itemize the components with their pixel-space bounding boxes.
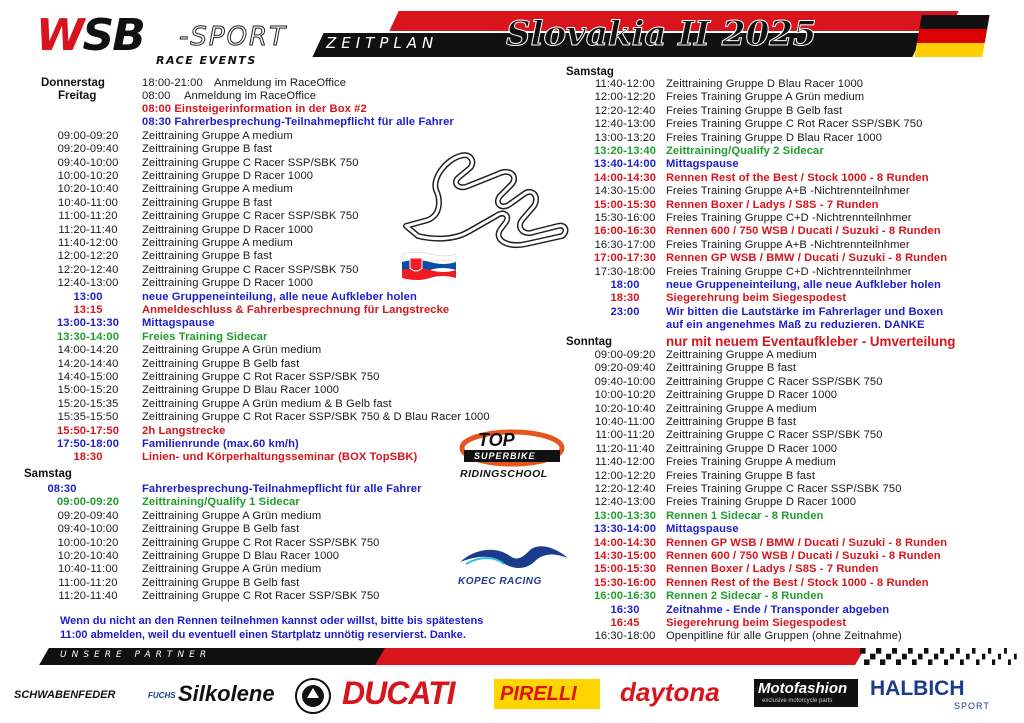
checker-square bbox=[982, 654, 985, 660]
sunday-time: 11:40-12:00 bbox=[595, 456, 655, 469]
saturday-right-activity: Rennen Boxer / Ladys / S8S - 7 Runden bbox=[666, 198, 879, 211]
sunday-activity: Rennen Rest of the Best / Stock 1000 - 8 Runden bbox=[666, 576, 929, 589]
saturday-right-time: 23:00 bbox=[610, 305, 640, 318]
flag-stripe-red bbox=[917, 29, 987, 43]
sunday-time: 15:30-16:00 bbox=[593, 576, 657, 589]
saturday-right-time: 13:00-13:20 bbox=[594, 131, 656, 144]
friday-activity: Zeittraining Gruppe C Rot Racer SSP/SBK 750 & D Blau Racer 1000 bbox=[142, 411, 490, 424]
day-friday: Freitag bbox=[58, 90, 97, 102]
saturday-right-row bbox=[578, 252, 1024, 266]
saturday-left-time: 08:30 bbox=[47, 483, 77, 495]
saturday-right-row bbox=[578, 145, 1024, 159]
friday-activity: Zeittraining Gruppe D Racer 1000 bbox=[142, 170, 314, 182]
sunday-activity: Zeittraining Gruppe D Racer 1000 bbox=[666, 389, 838, 402]
sunday-time: 12:20-12:40 bbox=[594, 483, 656, 495]
sunday-row bbox=[578, 630, 1024, 644]
friday-time: 18:30 bbox=[73, 451, 103, 464]
friday-row bbox=[40, 425, 500, 439]
saturday-right-activity: Siegerehrung beim Siegespodest bbox=[666, 292, 847, 305]
sponsor-motofashion: Motofashion bbox=[758, 680, 848, 697]
friday-row bbox=[40, 398, 500, 412]
friday-row bbox=[40, 344, 500, 358]
checker-square bbox=[950, 654, 954, 660]
sunday-row bbox=[578, 362, 1024, 376]
sunday-time: 16:30-18:00 bbox=[594, 630, 656, 643]
friday-time: 08:00 bbox=[142, 90, 171, 102]
friday-row bbox=[40, 130, 500, 144]
saturday-right-row bbox=[578, 91, 1024, 105]
checker-square bbox=[928, 659, 932, 665]
sunday-activity: Freies Training Gruppe D Racer 1000 bbox=[666, 496, 857, 509]
saturday-left-time: 11:20-11:40 bbox=[58, 590, 118, 603]
saturday-left-time: 10:20-10:40 bbox=[57, 550, 119, 562]
friday-time: 09:40-10:00 bbox=[57, 156, 119, 169]
friday-activity: Zeittraining Gruppe C Racer SSP/SBK 750 bbox=[142, 156, 359, 169]
saturday-right-activity: Freies Training Gruppe A+B -Nichtrennteilnhmer bbox=[666, 238, 910, 251]
saturday-right-activity: Rennen GP WSB / BMW / Ducati / Suzuki - 8 Runden bbox=[666, 252, 948, 265]
friday-row bbox=[142, 116, 602, 130]
kopec-racing-logo bbox=[456, 542, 572, 592]
sunday-time: 13:00-13:30 bbox=[593, 509, 657, 522]
sunday-activity: Siegerehrung beim Siegespodest bbox=[666, 617, 847, 629]
saturday-right-time: 14:00-14:30 bbox=[593, 171, 657, 184]
motofashion-sub: exclusive motorcycle parts bbox=[762, 698, 833, 704]
saturday-right-row bbox=[578, 239, 1024, 253]
sunday-activity: Rennen GP WSB / BMW / Ducati / Suzuki - 8 Runden bbox=[666, 536, 948, 549]
sunday-time: 15:00-15:30 bbox=[593, 563, 657, 576]
checker-square bbox=[886, 654, 891, 660]
day-sunday: Sonntag bbox=[566, 336, 612, 348]
logo-race-events: RACE EVENTS bbox=[156, 54, 257, 67]
checker-square bbox=[860, 648, 866, 654]
saturday-right-time: 14:30-15:00 bbox=[594, 185, 656, 198]
friday-time: 14:40-15:00 bbox=[57, 371, 119, 383]
sunday-row bbox=[578, 456, 1024, 470]
wsb-logo bbox=[36, 10, 306, 70]
saturday-left-time: 10:40-11:00 bbox=[58, 563, 118, 576]
friday-activity: 2h Langstrecke bbox=[142, 424, 226, 437]
friday-activity: Zeittraining Gruppe D Blau Racer 1000 bbox=[142, 384, 340, 397]
saturday-right-activity: Wir bitten die Lautstärke im Fahrerlager und Boxen bbox=[666, 305, 944, 318]
friday-row bbox=[40, 451, 500, 465]
friday-time: 15:20-15:35 bbox=[57, 397, 119, 410]
checker-square bbox=[924, 648, 928, 654]
friday-activity: neue Gruppeneinteilung, alle neue Aufkleber holen bbox=[142, 290, 417, 303]
sunday-activity: Freies Training Gruppe A medium bbox=[666, 456, 836, 469]
saturday-right-row bbox=[578, 319, 1024, 333]
sunday-activity: Openpitline für alle Gruppen (ohne Zeitnahme) bbox=[666, 630, 902, 643]
friday-row bbox=[40, 291, 500, 305]
kopec-swoosh-icon bbox=[456, 542, 572, 574]
saturday-left-row bbox=[40, 577, 500, 591]
friday-time: 14:20-14:40 bbox=[57, 357, 119, 370]
checker-square bbox=[918, 654, 923, 660]
friday-activity: 08:30 Fahrerbesprechung-Teilnahmepflicht für alle Fahrer bbox=[142, 116, 454, 129]
saturday-left-time: 09:20-09:40 bbox=[57, 509, 119, 522]
saturday-left-activity: Zeittraining Gruppe C Rot Racer SSP/SBK 750 bbox=[142, 536, 380, 549]
sunday-activity: Mittagspause bbox=[666, 523, 739, 536]
checker-square bbox=[902, 654, 907, 660]
friday-activity: Zeittraining Gruppe B fast bbox=[142, 196, 273, 209]
checker-square bbox=[870, 654, 875, 660]
friday-row bbox=[40, 358, 500, 372]
sponsor-daytona: daytona bbox=[620, 677, 720, 707]
friday-time: 09:00-09:20 bbox=[57, 129, 119, 142]
saturday-right-activity: Freies Training Gruppe C Rot Racer SSP/SBK 750 bbox=[666, 118, 923, 131]
saturday-right-time: 16:00-16:30 bbox=[593, 225, 657, 238]
sponsor-row bbox=[10, 675, 1014, 717]
saturday-right-time: 18:30 bbox=[610, 292, 640, 305]
friday-activity: Zeittraining Gruppe C Racer SSP/SBK 750 bbox=[142, 210, 359, 223]
checker-square bbox=[908, 648, 913, 654]
saturday-left-row bbox=[40, 483, 500, 497]
saturday-right-time: 12:00-12:20 bbox=[594, 91, 656, 104]
saturday-right-time: 17:00-17:30 bbox=[593, 252, 657, 265]
checker-square bbox=[940, 648, 944, 654]
sunday-row bbox=[578, 349, 1024, 363]
checker-square bbox=[892, 648, 897, 654]
sunday-activity: Freies Training Gruppe C Racer SSP/SBK 750 bbox=[666, 483, 902, 495]
sunday-time: 14:30-15:00 bbox=[593, 550, 657, 562]
saturday-right-activity: Freies Training Gruppe B Gelb fast bbox=[666, 104, 843, 117]
saturday-right-time: 15:30-16:00 bbox=[594, 212, 656, 224]
saturday-left-activity: Zeittraining Gruppe D Blau Racer 1000 bbox=[142, 550, 340, 562]
saturday-right-time: 15:00-15:30 bbox=[593, 198, 657, 211]
checker-square bbox=[944, 659, 948, 665]
checker-square bbox=[934, 654, 938, 660]
checker-square bbox=[1014, 654, 1017, 660]
zeitplan-label: ZEITPLAN bbox=[326, 34, 439, 52]
saturday-right-activity: Zeittraining/Qualify 2 Sidecar bbox=[666, 145, 824, 157]
saturday-left-activity: Zeittraining Gruppe A Grün medium bbox=[142, 509, 322, 522]
saturday-left-row bbox=[40, 510, 500, 524]
sunday-time: 16:00-16:30 bbox=[593, 590, 657, 603]
sunday-row bbox=[578, 537, 1024, 551]
friday-activity: Zeittraining Gruppe C Racer SSP/SBK 750 bbox=[142, 263, 359, 276]
thursday-text: Anmeldung im RaceOffice bbox=[214, 77, 347, 89]
sunday-row bbox=[578, 510, 1024, 524]
thursday-time: 18:00-21:00 bbox=[142, 77, 203, 89]
saturday-right-activity: auf ein angenehmes Maß zu reduzieren. DANKE bbox=[666, 319, 925, 332]
sunday-row bbox=[578, 496, 1024, 510]
friday-activity: Zeittraining Gruppe B fast bbox=[142, 250, 273, 263]
saturday-left-time: 09:40-10:00 bbox=[57, 523, 119, 536]
checker-square bbox=[864, 659, 870, 665]
saturday-left-activity: Zeittraining/Qualify 1 Sidecar bbox=[142, 496, 300, 509]
saturday-left-activity: Zeittraining Gruppe C Rot Racer SSP/SBK 750 bbox=[142, 590, 380, 603]
friday-time: 11:20-11:40 bbox=[58, 223, 118, 236]
friday-row bbox=[40, 317, 500, 331]
saturday-right-row bbox=[578, 292, 1024, 306]
sunday-activity: Zeittraining Gruppe B fast bbox=[666, 362, 797, 375]
checker-square bbox=[960, 659, 964, 665]
friday-time: 09:20-09:40 bbox=[57, 143, 119, 156]
sunday-activity: Zeittraining Gruppe A medium bbox=[666, 402, 817, 415]
friday-time: 10:00-10:20 bbox=[57, 170, 119, 182]
saturday-left-activity: Zeittraining Gruppe B Gelb fast bbox=[142, 576, 300, 589]
sunday-time: 10:40-11:00 bbox=[595, 416, 655, 428]
sponsor-schwabenfeder: SCHWABENFEDER bbox=[14, 689, 116, 701]
sunday-time: 16:45 bbox=[610, 617, 640, 629]
sunday-row bbox=[578, 523, 1024, 537]
kopec-label: KOPEC RACING bbox=[458, 576, 542, 587]
day-thursday: Donnerstag bbox=[41, 77, 105, 89]
checker-square bbox=[992, 659, 995, 665]
sunday-activity: Rennen 2 Sidecar - 8 Runden bbox=[666, 590, 824, 603]
saturday-left-row bbox=[40, 496, 500, 510]
friday-time: 15:50-17:50 bbox=[56, 424, 120, 437]
saturday-right-time: 11:40-12:00 bbox=[595, 78, 655, 90]
sunday-row bbox=[578, 590, 1024, 604]
club-emblem-icon bbox=[294, 677, 332, 715]
friday-row bbox=[40, 384, 500, 398]
sponsor-silkolene: Silkolene bbox=[178, 681, 275, 706]
friday-activity: Zeittraining Gruppe D Racer 1000 bbox=[142, 277, 314, 290]
friday-text: Anmeldung im RaceOffice bbox=[184, 90, 317, 102]
withdrawal-notice-line-2: 11:00 abmelden, weil du eventuell einen Startplatz unnötig reservierst. Danke. bbox=[60, 629, 466, 641]
friday-activity: Zeittraining Gruppe B Gelb fast bbox=[142, 357, 300, 370]
friday-activity: Zeittraining Gruppe D Racer 1000 bbox=[142, 223, 314, 236]
saturday-right-row bbox=[578, 185, 1024, 199]
saturday-right-row bbox=[578, 225, 1024, 239]
friday-time: 17:50-18:00 bbox=[56, 438, 120, 450]
friday-time: 11:00-11:20 bbox=[58, 210, 118, 223]
saturday-right-activity: Rennen Rest of the Best / Stock 1000 - 8 Runden bbox=[666, 171, 929, 184]
friday-time: 12:20-12:40 bbox=[57, 263, 119, 276]
friday-activity: Familienrunde (max.60 km/h) bbox=[142, 438, 299, 450]
sunday-time: 10:20-10:40 bbox=[594, 402, 656, 415]
checker-square bbox=[988, 648, 991, 654]
sunday-row bbox=[578, 403, 1024, 417]
saturday-right-time: 13:40-14:00 bbox=[593, 158, 657, 171]
day-saturday-right: Samstag bbox=[566, 66, 614, 78]
friday-time: 11:40-12:00 bbox=[58, 237, 118, 249]
sunday-row bbox=[578, 617, 1024, 631]
sunday-activity: Zeittraining Gruppe A medium bbox=[666, 349, 817, 361]
footer-red-bar bbox=[375, 648, 865, 665]
saturday-right-row bbox=[578, 172, 1024, 186]
friday-time: 13:15 bbox=[73, 304, 103, 316]
saturday-left-row bbox=[40, 550, 500, 564]
sunday-row bbox=[578, 550, 1024, 564]
friday-row bbox=[40, 411, 500, 425]
sunday-activity: Rennen 1 Sidecar - 8 Runden bbox=[666, 509, 824, 522]
sunday-time: 12:40-13:00 bbox=[594, 496, 656, 509]
friday-activity: Zeittraining Gruppe A Grün medium & B Gelb fast bbox=[142, 397, 392, 410]
sunday-row bbox=[578, 483, 1024, 497]
friday-time: 15:00-15:20 bbox=[57, 384, 119, 397]
sunday-time: 09:20-09:40 bbox=[594, 362, 656, 375]
checker-square bbox=[912, 659, 917, 665]
checker-square bbox=[1004, 648, 1007, 654]
friday-time: 15:35-15:50 bbox=[57, 411, 119, 424]
sunday-sticker-notice: nur mit neuem Eventaufkleber - Umverteilung bbox=[666, 334, 956, 349]
logo-w: W bbox=[36, 10, 83, 61]
friday-activity: Mittagspause bbox=[142, 317, 215, 330]
friday-activity: Zeittraining Gruppe A medium bbox=[142, 237, 293, 249]
topsb-top: TOP bbox=[478, 430, 515, 450]
page-title: Slovakia II 2025 bbox=[506, 14, 817, 54]
sunday-activity: Freies Training Gruppe B fast bbox=[666, 469, 816, 482]
saturday-right-time: 16:30-17:00 bbox=[594, 238, 656, 251]
friday-time: 13:00-13:30 bbox=[56, 317, 120, 330]
saturday-right-activity: Freies Training Gruppe D Blau Racer 1000 bbox=[666, 131, 883, 144]
friday-activity: 08:00 Einsteigerinformation in der Box #2 bbox=[142, 103, 367, 115]
sunday-activity: Zeittraining Gruppe D Racer 1000 bbox=[666, 442, 838, 455]
checkered-flag-icon bbox=[860, 648, 1020, 665]
saturday-left-row bbox=[40, 523, 500, 537]
friday-row bbox=[142, 103, 602, 117]
friday-row bbox=[40, 331, 500, 345]
sunday-row bbox=[578, 443, 1024, 457]
sunday-time: 16:30 bbox=[610, 603, 640, 616]
sunday-row bbox=[578, 416, 1024, 430]
saturday-right-activity: Freies Training Gruppe C+D -Nichtrennteilnhmer bbox=[666, 265, 912, 278]
checker-square bbox=[880, 659, 885, 665]
saturday-left-activity: Zeittraining Gruppe B Gelb fast bbox=[142, 523, 300, 536]
saturday-right-row bbox=[578, 158, 1024, 172]
saturday-right-row bbox=[578, 279, 1024, 293]
saturday-right-time: 17:30-18:00 bbox=[594, 265, 656, 278]
friday-time: 13:30-14:00 bbox=[56, 330, 120, 343]
germany-flag-icon bbox=[914, 15, 989, 57]
sponsor-halbich: HALBICH bbox=[870, 677, 965, 700]
saturday-right-activity: Zeittraining Gruppe D Blau Racer 1000 bbox=[666, 78, 864, 90]
checker-square bbox=[976, 659, 980, 665]
sunday-time: 09:00-09:20 bbox=[594, 349, 656, 361]
saturday-right-row bbox=[578, 132, 1024, 146]
withdrawal-notice bbox=[60, 614, 483, 642]
friday-row bbox=[40, 371, 500, 385]
saturday-right-activity: Freies Training Gruppe C+D -Nichtrennteilnhmer bbox=[666, 212, 912, 224]
flag-stripe-gold bbox=[914, 43, 984, 57]
saturday-right-activity: Mittagspause bbox=[666, 158, 739, 171]
checker-square bbox=[998, 654, 1001, 660]
saturday-right-row bbox=[578, 78, 1024, 92]
saturday-right-activity: Freies Training Gruppe A Grün medium bbox=[666, 91, 865, 104]
checker-square bbox=[972, 648, 976, 654]
friday-time: 13:00 bbox=[73, 290, 103, 303]
sunday-row bbox=[578, 470, 1024, 484]
saturday-right-row bbox=[578, 199, 1024, 213]
slovakia-flag-icon bbox=[400, 250, 458, 280]
sunday-time: 10:00-10:20 bbox=[594, 389, 656, 402]
friday-activity: Zeittraining Gruppe A Grün medium bbox=[142, 344, 322, 357]
sunday-activity: Zeittraining Gruppe C Racer SSP/SBK 750 bbox=[666, 429, 883, 442]
checker-square bbox=[956, 648, 960, 654]
day-saturday-left: Samstag bbox=[24, 468, 72, 480]
sponsor-fuchs: FUCHS bbox=[148, 691, 176, 700]
saturday-right-row bbox=[578, 266, 1024, 280]
sunday-activity: Rennen 600 / 750 WSB / Ducati / Suzuki - 8 Runden bbox=[666, 550, 941, 562]
checker-square bbox=[896, 659, 901, 665]
checker-square bbox=[966, 654, 970, 660]
friday-activity: Zeittraining Gruppe B fast bbox=[142, 143, 273, 156]
saturday-left-row bbox=[40, 537, 500, 551]
friday-activity: Freies Training Sidecar bbox=[142, 330, 268, 343]
sunday-time: 14:00-14:30 bbox=[593, 536, 657, 549]
friday-time: 14:00-14:20 bbox=[57, 344, 119, 357]
saturday-left-time: 11:00-11:20 bbox=[58, 576, 118, 589]
logo-sport: -SPORT bbox=[179, 22, 287, 52]
partner-label: UNSERE PARTNER bbox=[60, 650, 212, 660]
track-map-icon bbox=[398, 148, 574, 250]
sunday-activity: Zeittraining Gruppe C Racer SSP/SBK 750 bbox=[666, 375, 883, 388]
saturday-right-time: 18:00 bbox=[610, 279, 640, 291]
saturday-right-row bbox=[578, 118, 1024, 132]
track-inner bbox=[406, 155, 565, 245]
saturday-left-time: 10:00-10:20 bbox=[57, 536, 119, 549]
saturday-right-time: 12:20-12:40 bbox=[594, 104, 656, 117]
topsb-superbike: SUPERBIKE bbox=[474, 451, 536, 461]
sunday-row bbox=[578, 376, 1024, 390]
saturday-left-activity: Fahrerbesprechung-Teilnahmepflicht für alle Fahrer bbox=[142, 483, 422, 495]
halbich-sub: SPORT bbox=[954, 701, 990, 711]
saturday-right-row bbox=[578, 105, 1024, 119]
topsb-ridingschool: RIDINGSCHOOL bbox=[460, 468, 548, 480]
saturday-right-time: 12:40-13:00 bbox=[594, 118, 656, 131]
friday-activity: Anmeldeschluss & Fahrerbesprechnung für Langstrecke bbox=[142, 304, 450, 316]
friday-time: 12:40-13:00 bbox=[57, 277, 119, 290]
friday-activity: Zeittraining Gruppe C Rot Racer SSP/SBK 750 bbox=[142, 371, 380, 383]
flag-stripe-black bbox=[919, 15, 989, 29]
friday-activity: Zeittraining Gruppe A medium bbox=[142, 183, 293, 196]
sunday-time: 09:40-10:00 bbox=[594, 375, 656, 388]
sunday-activity: Rennen Boxer / Ladys / S8S - 7 Runden bbox=[666, 563, 879, 576]
sunday-time: 11:00-11:20 bbox=[595, 429, 655, 442]
friday-time: 10:40-11:00 bbox=[58, 196, 118, 209]
withdrawal-notice-line-1: Wenn du nicht an den Rennen teilnehmen kannst oder willst, bitte bis spätestens bbox=[60, 615, 484, 627]
friday-time: 10:20-10:40 bbox=[57, 183, 119, 196]
friday-row bbox=[40, 438, 500, 452]
friday-activity: Linien- und Körperhaltungsseminar (BOX TopSBK) bbox=[142, 451, 418, 464]
friday-time: 12:00-12:20 bbox=[57, 250, 119, 263]
saturday-right-time: 13:20-13:40 bbox=[593, 145, 657, 157]
sunday-row bbox=[578, 389, 1024, 403]
sunday-activity: Zeitnahme - Ende / Transponder abgeben bbox=[666, 603, 890, 616]
sunday-time: 12:00-12:20 bbox=[594, 469, 656, 482]
friday-row bbox=[40, 304, 500, 318]
saturday-right-row bbox=[578, 306, 1024, 320]
logo-sb: SB bbox=[82, 10, 144, 61]
sponsor-ducati: DUCATI bbox=[342, 675, 455, 711]
saturday-left-time: 09:00-09:20 bbox=[56, 496, 120, 509]
saturday-right-activity: Rennen 600 / 750 WSB / Ducati / Suzuki - 8 Runden bbox=[666, 225, 941, 238]
sunday-activity: Zeittraining Gruppe B fast bbox=[666, 416, 797, 428]
sponsor-pirelli: PIRELLI bbox=[500, 683, 577, 705]
saturday-right-activity: neue Gruppeneinteilung, alle neue Aufkleber holen bbox=[666, 279, 941, 291]
saturday-right-activity: Freies Training Gruppe A+B -Nichtrennteilnhmer bbox=[666, 185, 910, 198]
sunday-row bbox=[578, 577, 1024, 591]
sunday-time: 11:20-11:40 bbox=[595, 442, 655, 455]
saturday-left-activity: Zeittraining Gruppe A Grün medium bbox=[142, 563, 322, 576]
checker-square bbox=[876, 648, 881, 654]
sunday-row bbox=[578, 604, 1024, 618]
sunday-row bbox=[578, 429, 1024, 443]
saturday-left-row bbox=[40, 590, 500, 604]
top-superbike-logo bbox=[456, 428, 566, 484]
friday-activity: Zeittraining Gruppe A medium bbox=[142, 129, 293, 142]
saturday-right-row bbox=[578, 212, 1024, 226]
sunday-row bbox=[578, 563, 1024, 577]
saturday-left-row bbox=[40, 563, 500, 577]
checker-square bbox=[1008, 659, 1011, 665]
sunday-time: 13:30-14:00 bbox=[593, 523, 657, 536]
